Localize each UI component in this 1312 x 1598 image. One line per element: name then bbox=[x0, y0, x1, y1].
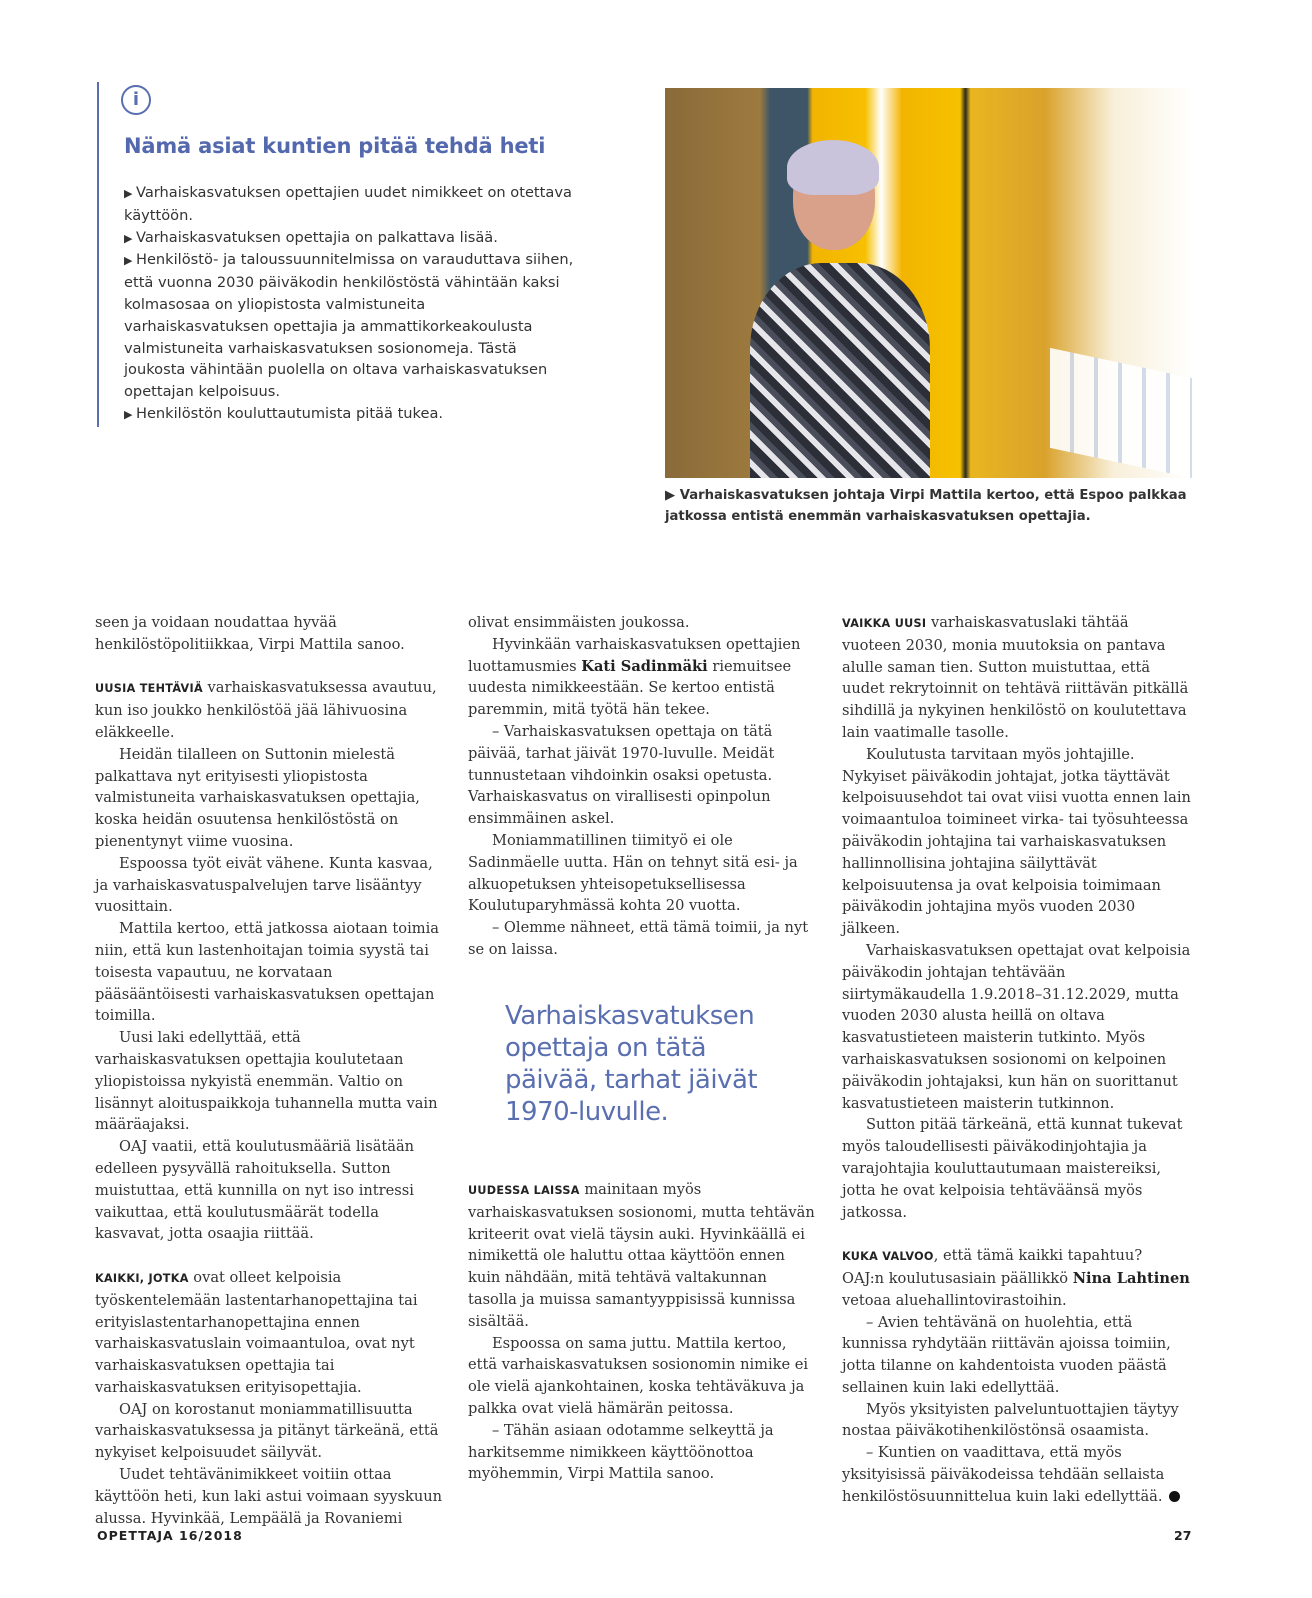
article-column-2 bbox=[468, 612, 818, 961]
paragraph-text: vetoaa aluehallintovirastoihin. bbox=[842, 1291, 1067, 1309]
photo-person-hair bbox=[787, 140, 879, 195]
factbox-item: ▶ Henkilöstön kouluttautumista pitää tukea. bbox=[124, 403, 574, 426]
paragraph: Varhaiskasvatuksen opettajat ovat kelpoisia päiväkodin johtajan tehtävään siirtymäkaudella 1.9.2018–31.12.2029, mutta vuoden 2030 alusta heillä on oltava kasvatustieteen maisterin tutkinto. Myös varhaiskasvatuksen sosionomi on kelpoinen päiväkodin johtajaksi, kun hän on suorittanut kasvatustieteen maisterin tutkinnon. bbox=[842, 941, 1191, 1112]
paragraph-text: varhaiskasvatuksessa avautuu, kun iso joukko henkilöstöä jää lähivuosina eläkkeelle. bbox=[95, 679, 437, 741]
paragraph: olivat ensimmäisten joukossa. bbox=[468, 614, 690, 631]
lead-in: VAIKKA UUSI bbox=[842, 617, 927, 630]
paragraph: Espoossa on sama juttu. Mattila kertoo, että varhaiskasvatuksen sosionomin nimike ei ole vielä ajankohtainen, koska tehtäväkuva ja palkka ovat vielä hämärän peitossa. bbox=[468, 1334, 809, 1417]
lead-in: UUDESSA LAISSA bbox=[468, 1184, 580, 1197]
person-name: Kati Sadinmäki bbox=[581, 657, 708, 675]
paragraph bbox=[842, 1442, 1192, 1507]
paragraph: Koulutusta tarvitaan myös johtajille. Nykyiset päiväkodin johtajat, jotka täyttävät kelpoisuusehdot tai ovat viisi vuotta ennen lain voimaantuloa toimineet virka- tai työsuhteessa päiväkodin johtajina tai varhaiskasvatuksen hallinnollisina johtajina säilyttävät kelpoisuutensa ja ovat kelpoisia toimimaan päiväkodin johtajina myös vuoden 2030 jälkeen. bbox=[842, 745, 1191, 938]
paragraph bbox=[95, 1267, 445, 1399]
paragraph-text: varhaiskasvatuslaki tähtää vuoteen 2030, monia muutoksia on pantava alulle saman tien. Sutton muistuttaa, että uudet rekrytoinnit on tehtävä riittävän pitkällä sihdillä ja nykyinen henkilöstö on koulutettava lain vaatimalle tasolle. bbox=[842, 614, 1189, 741]
paragraph: OAJ on korostanut moniammatillisuutta varhaiskasvatuksessa ja pitänyt tärkeänä, että nykyiset kelpoisuudet säilyvät. bbox=[95, 1400, 439, 1462]
factbox-item: ▶ Varhaiskasvatuksen opettajia on palkattava lisää. bbox=[124, 227, 574, 250]
person-name: Nina Lahtinen bbox=[1072, 1269, 1190, 1287]
paragraph bbox=[842, 1245, 1192, 1268]
paragraph: Heidän tilalleen on Suttonin mielestä palkattava nyt erityisesti yliopistosta valmistuneita varhaiskasvatuksen opettajia, koska heidän osuutensa henkilöstöstä on pienentynyt viime vuosina. bbox=[95, 745, 420, 850]
photo-person-body bbox=[750, 263, 930, 478]
paragraph bbox=[95, 677, 445, 743]
lead-in: KUKA VALVOO bbox=[842, 1250, 934, 1264]
factbox-item: ▶ Varhaiskasvatuksen opettajien uudet nimikkeet on otettava käyttöön. bbox=[124, 182, 574, 227]
paragraph: Myös yksityisten palveluntuottajien täytyy nostaa päiväkotihenkilöstönsä osaamista. bbox=[842, 1400, 1179, 1440]
paragraph-text: – Kuntien on vaadittava, että myös yksityisissä päiväkodeissa tehdään sellaista henkilöstösuunnittelua kuin laki edellyttää. bbox=[842, 1444, 1165, 1505]
article-column-2-lower bbox=[468, 1179, 818, 1485]
pull-quote: Varhaiskasvatuksen opettaja on tätä päivää, tarhat jäivät 1970-luvulle. bbox=[505, 1001, 758, 1127]
publication-issue: OPETTAJA 16/2018 bbox=[97, 1528, 243, 1543]
paragraph: – Tähän asiaan odotamme selkeyttä ja harkitsemme nimikkeen käyttöönottoa myöhemmin, Virpi Mattila sanoo. bbox=[468, 1421, 774, 1483]
paragraph: – Avien tehtävänä on huolehtia, että kunnissa ryhdytään riittävän ajoissa toimiin, jotta tilanne on kahdentoista vuoden päästä sellainen kuin laki edellyttää. bbox=[842, 1313, 1171, 1396]
paragraph bbox=[468, 634, 818, 721]
paragraph-text: riemuitsee uudesta nimikkeestään. Se kertoo entistä paremmin, mitä työtä hän tekee. bbox=[468, 657, 792, 719]
paragraph: Sutton pitää tärkeänä, että kunnat tukevat myös taloudellisesti päiväkodinjohtajia ja varajohtajia kouluttautumaan maistereiksi, jotta he ovat kelpoisia tehtäväänsä myös jatkossa. bbox=[842, 1116, 1183, 1221]
page-number: 27 bbox=[1174, 1528, 1192, 1543]
photo-window-pictures bbox=[1050, 348, 1192, 478]
paragraph: – Varhaiskasvatuksen opettaja on tätä päivää, tarhat jäivät 1970-luvulle. Meidät tunnustetaan vihdoinkin osaksi opetusta. Varhaiskasvatus on virallisesti opinpolun ensimmäinen askel. bbox=[468, 722, 775, 828]
photo-caption: ▶ Varhaiskasvatuksen johtaja Virpi Mattila kertoo, että Espoo palkkaa jatkossa entistä enemmän varhaiskasvatuksen opettajia. bbox=[665, 488, 1187, 524]
paragraph: Mattila kertoo, että jatkossa aiotaan toimia niin, että kun lastenhoitajan toimia syystä tai toisesta vapautuu, ne korvataan pääsääntöisesti varhaiskasvatuksen opettajan toimilla. bbox=[95, 920, 439, 1025]
factbox-item: ▶ Henkilöstö- ja taloussuunnitelmissa on varauduttava siihen, että vuonna 2030 päiväkodin henkilöstöstä vähintään kaksi kolmasosaa on yliopistosta valmistuneita varhaiskasvatuksen opettajia ja ammattikorkeakoulusta valmistuneita varhaiskasvatuksen sosionomeja. Tästä joukosta vähintään puolella on oltava varhaiskasvatuksen opettajan kelpoisuus. bbox=[124, 249, 574, 403]
paragraph-text: Hyvinkään varhaiskasvatuksen opettajien luottamusmies bbox=[468, 635, 801, 675]
paragraph-text: ovat olleet kelpoisia työskentelemään lastentarhanopettajina tai erityislastentarhanopettajina ennen varhaiskasvatuslain voimaantuloa, ovat nyt varhaiskasvatuksen opettajia tai varhaiskasvatuksen erityisopettajia. bbox=[95, 1268, 418, 1396]
paragraph-text: OAJ:n koulutusasiain päällikkö bbox=[842, 1269, 1073, 1287]
paragraph: seen ja voidaan noudattaa hyvää henkilöstöpolitiikkaa, Virpi Mattila sanoo. bbox=[95, 614, 405, 653]
paragraph bbox=[468, 1179, 818, 1333]
paragraph: Moniammatillinen tiimityö ei ole Sadinmäelle uutta. Hän on tehnyt sitä esi- ja alkuopetuksen yhteisopetuksellisessa Koulutuparyhmässä kohta 20 vuotta. bbox=[468, 831, 798, 915]
paragraph: – Olemme nähneet, että tämä toimii, ja nyt se on laissa. bbox=[468, 919, 809, 958]
paragraph-text: , että tämä kaikki tapahtuu? bbox=[933, 1247, 1143, 1265]
portrait-photo bbox=[665, 88, 1192, 478]
paragraph: OAJ vaatii, että koulutusmääriä lisätään edelleen pysyvällä rahoituksella. Sutton muistuttaa, että kunnilla on nyt iso intressi vaikuttaa, että koulutusmäärät todella kasvavat, jotta osaajia riittää. bbox=[95, 1138, 415, 1243]
paragraph: Uudet tehtävänimikkeet voitiin ottaa käyttöön heti, kun laki astui voimaan syyskuun alussa. Hyvinkää, Lempäälä ja Rovaniemi bbox=[95, 1466, 443, 1527]
paragraph-text: mainitaan myös varhaiskasvatuksen sosionomi, mutta tehtävän kriteerit ovat vielä täysin auki. Hyvinkäällä ei nimikettä ole haluttu ottaa käyttöön ennen kuin nähdään, mitä tehtävä valtakunnan tasolla ja muissa samantyyppisissä kunnissa sisältää. bbox=[468, 1181, 815, 1330]
lead-in: KAIKKI, JOTKA bbox=[95, 1271, 189, 1285]
lead-in: UUSIA TEHTÄVIÄ bbox=[95, 682, 203, 696]
factbox-list bbox=[124, 182, 574, 426]
paragraph: Espoossa työt eivät vähene. Kunta kasvaa, ja varhaiskasvatuspalvelujen tarve lisääntyy vuosittain. bbox=[95, 854, 433, 916]
paragraph: Uusi laki edellyttää, että varhaiskasvatuksen opettajia koulutetaan yliopistoissa nykyistä enemmän. Valtio on lisännyt aloituspaikkoja tuhannella mutta vain määräajaksi. bbox=[95, 1029, 438, 1134]
article-column-3 bbox=[842, 612, 1192, 1508]
paragraph bbox=[842, 1268, 1192, 1312]
info-factbox bbox=[97, 82, 574, 427]
factbox-title: Nämä asiat kuntien pitää tehdä heti bbox=[124, 134, 546, 158]
end-mark-icon bbox=[1169, 1491, 1180, 1502]
article-column-1 bbox=[95, 612, 445, 1529]
info-icon: i bbox=[121, 85, 151, 115]
paragraph bbox=[842, 612, 1192, 744]
